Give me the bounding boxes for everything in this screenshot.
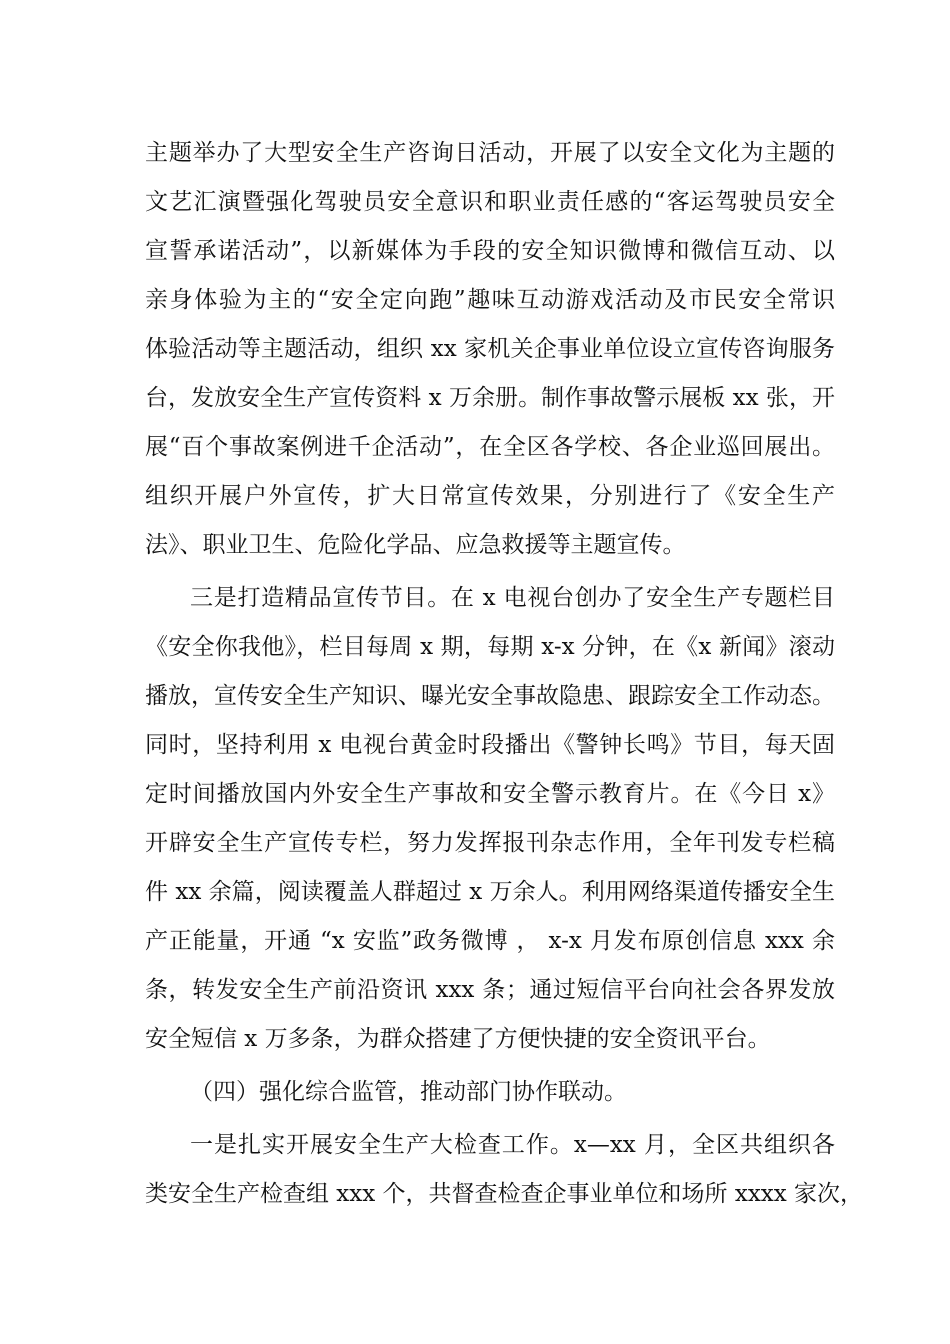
text-line: 安全短信 x 万多条，为群众搭建了方便快捷的安全资讯平台。 <box>145 1026 771 1052</box>
text-line: 开辟安全生产宣传专栏，努力发挥报刊杂志作用，全年刊发专栏稿 <box>145 830 835 856</box>
text-line: 产正能量，开通 “x 安监”政务微博 ， x-x 月发布原创信息 xxx 余 <box>145 928 835 954</box>
text-line: 件 xx 余篇，阅读覆盖人群超过 x 万余人。利用网络渠道传播安全生 <box>145 879 835 905</box>
text-line: 一是扎实开展安全生产大检查工作。x—xx 月，全区共组织各 <box>190 1132 835 1158</box>
text-line: 同时，坚持利用 x 电视台黄金时段播出《警钟长鸣》节目，每天固 <box>145 732 835 758</box>
text-line: 组织开展户外宣传，扩大日常宣传效果，分别进行了《安全生产 <box>145 483 835 509</box>
text-line: 《安全你我他》，栏目每周 x 期，每期 x-x 分钟，在《x 新闻》滚动 <box>145 634 835 660</box>
text-line: 展“百个事故案例进千企活动”，在全区各学校、各企业巡回展出。 <box>145 434 835 460</box>
text-line: 亲身体验为主的“安全定向跑”趣味互动游戏活动及市民安全常识 <box>145 287 835 313</box>
text-line: 条，转发安全生产前沿资讯 xxx 条；通过短信平台向社会各界发放 <box>145 977 835 1003</box>
text-line: 宣誓承诺活动”，以新媒体为手段的安全知识微博和微信互动、以 <box>145 238 835 264</box>
text-line: 文艺汇演暨强化驾驶员安全意识和职业责任感的“客运驾驶员安全 <box>145 189 835 215</box>
text-line: 类安全生产检查组 xxx 个，共督查检查企事业单位和场所 xxxx 家次， <box>145 1181 864 1207</box>
text-line: 主题举办了大型安全生产咨询日活动，开展了以安全文化为主题的 <box>145 140 835 166</box>
text-line: 三是打造精品宣传节目。在 x 电视台创办了安全生产专题栏目 <box>190 585 835 611</box>
text-line: 体验活动等主题活动，组织 xx 家机关企事业单位设立宣传咨询服务 <box>145 336 835 362</box>
section-heading: （四）强化综合监管，推动部门协作联动。 <box>190 1079 627 1105</box>
text-line: 定时间播放国内外安全生产事故和安全警示教育片。在《今日 x》 <box>145 781 835 807</box>
text-line: 台，发放安全生产宣传资料 x 万余册。制作事故警示展板 xx 张，开 <box>145 385 835 411</box>
text-line: 播放，宣传安全生产知识、曝光安全事故隐患、跟踪安全工作动态。 <box>145 683 835 709</box>
text-line: 法》、职业卫生、危险化学品、应急救援等主题宣传。 <box>145 532 686 558</box>
